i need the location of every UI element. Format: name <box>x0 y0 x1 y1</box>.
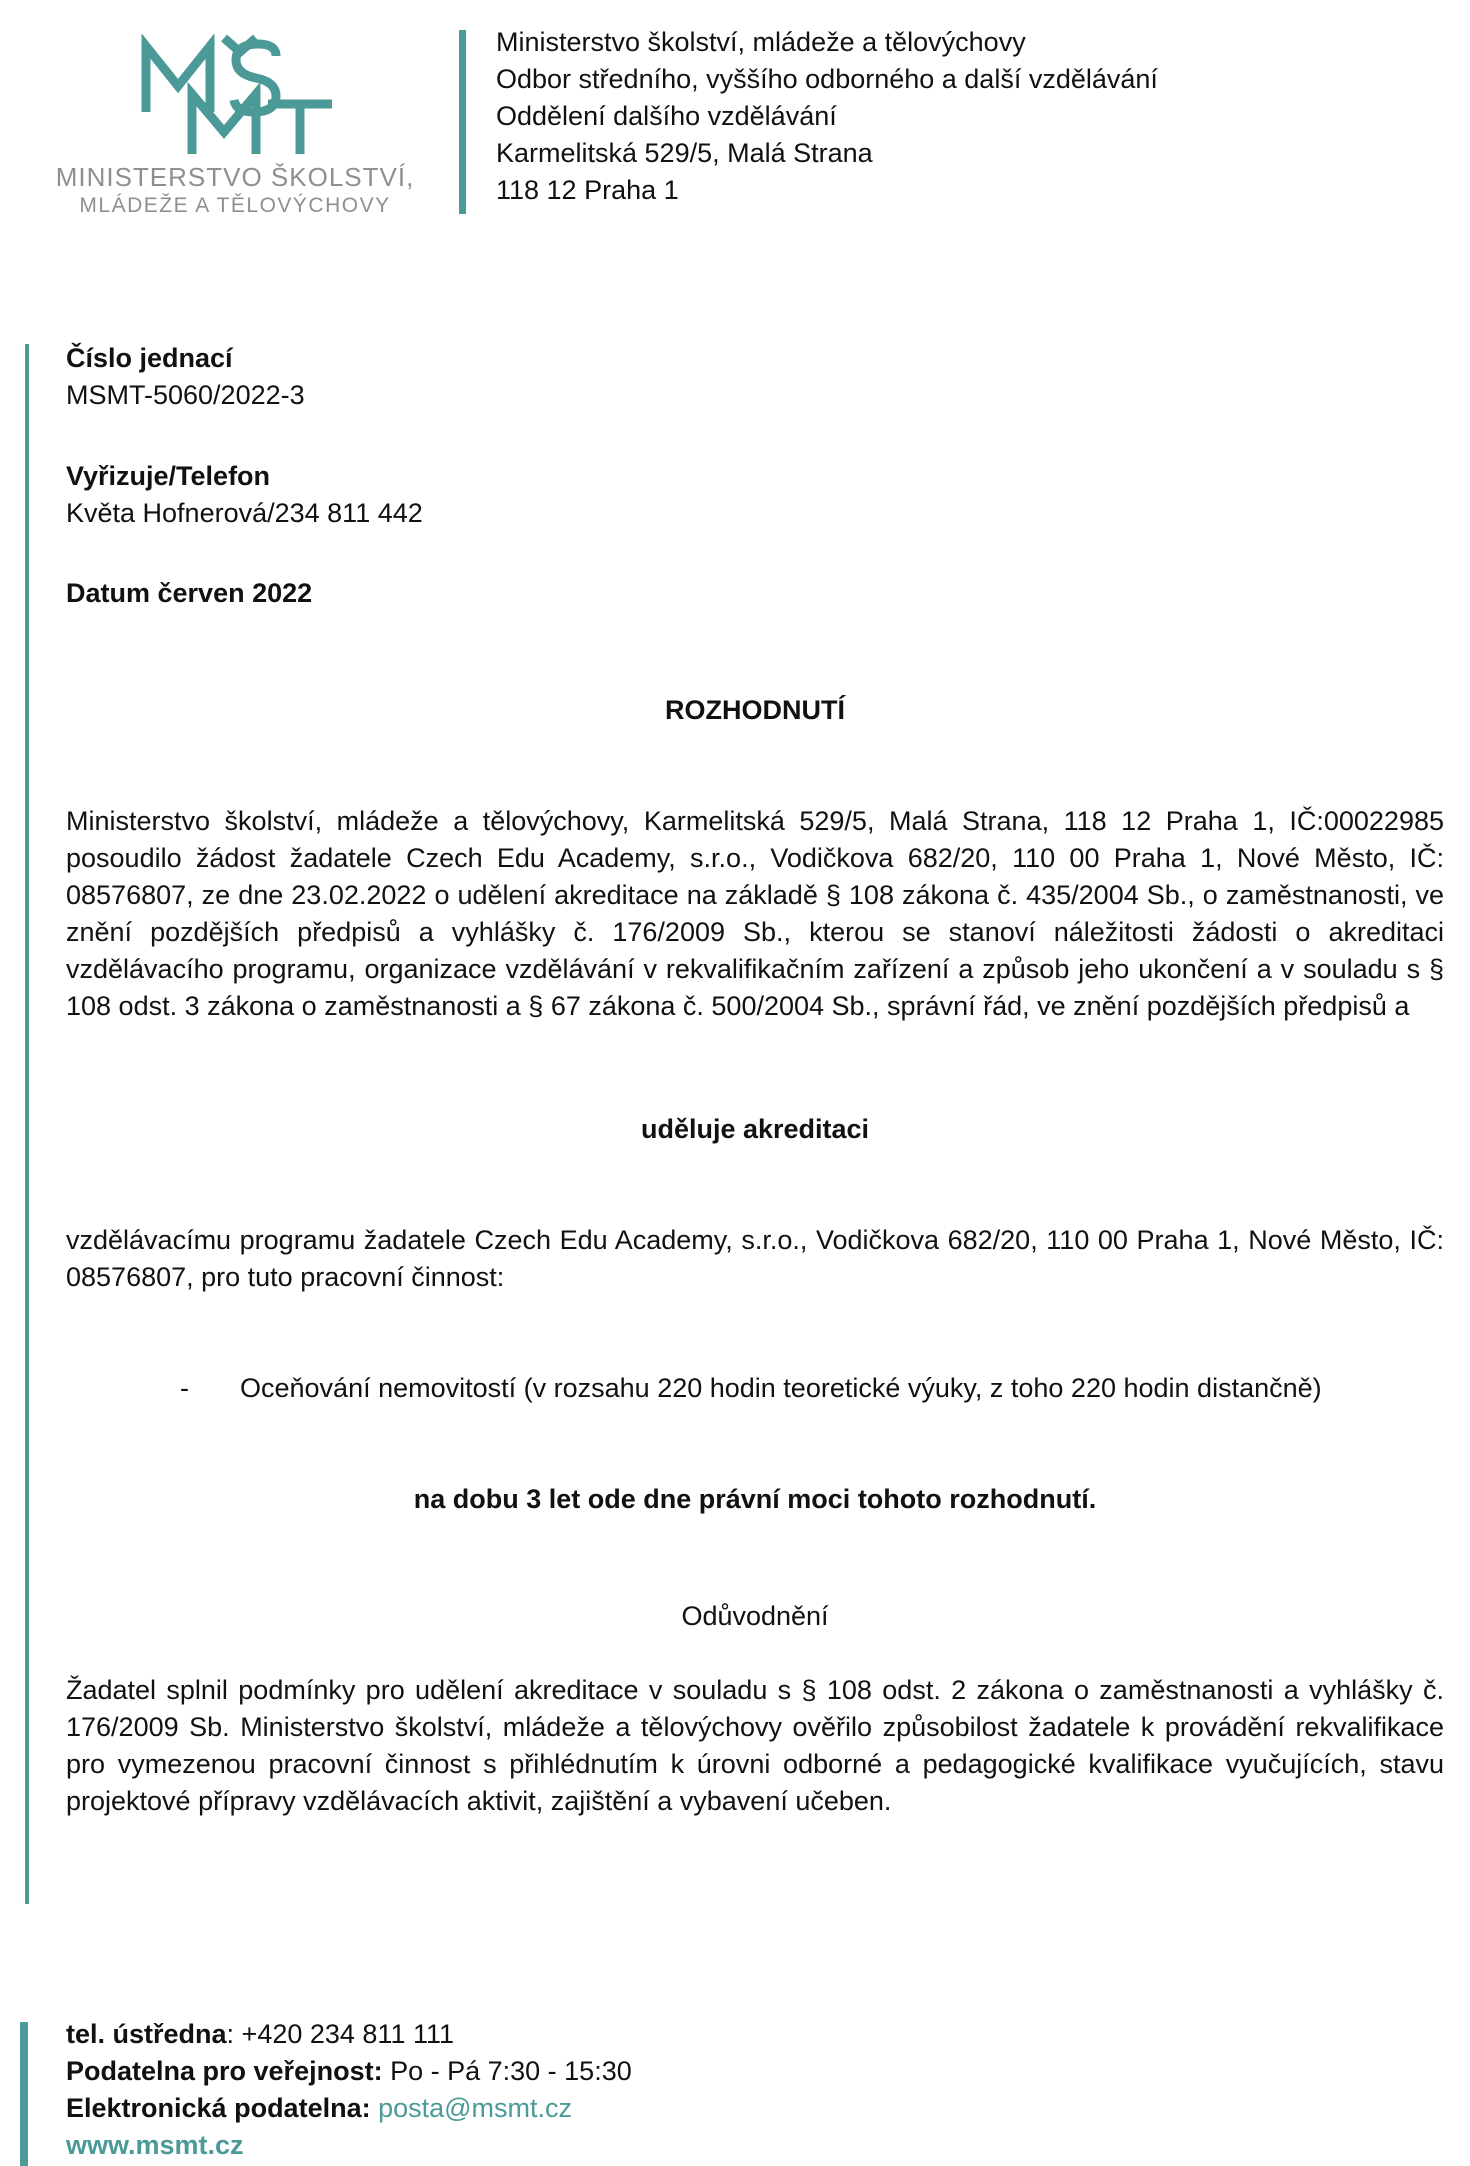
reasoning-paragraph: Žadatel splnil podmínky pro udělení akreditace v souladu s § 108 odst. 2 zákona o zaměstnanosti a vyhlášky č. 176/2009 Sb. Ministerstvo školství, mládeže a tělovýchovy ověřilo způsobilost žadatele k provádění rekvalifikace pro vymezenou pracovní činnost s přihlédnutím k úrovni odborné a pedagogické kvalifikace vyučujících, stavu projektové přípravy vzdělávacích aktivit, zajištění a vybavení učeben. <box>66 1675 1444 1816</box>
contact-value: Květa Hofnerová/234 811 442 <box>66 498 423 528</box>
footer-divider <box>20 2022 28 2166</box>
sender-address <box>496 24 1158 209</box>
website-link[interactable]: www.msmt.cz <box>66 2130 244 2160</box>
reference-number: MSMT-5060/2022-3 <box>66 380 305 410</box>
activity-text: Oceňování nemovitostí (v rozsahu 220 hodin teoretické výuky, z toho 220 hodin distančně) <box>240 1373 1322 1403</box>
contact-block <box>66 458 1444 532</box>
decision-statement: uděluje akreditaci <box>640 1114 870 1144</box>
msmt-monogram-icon <box>136 34 336 160</box>
reference-block <box>66 340 1444 414</box>
sender-department: Odbor středního, vyššího odborného a další vzdělávání <box>496 64 1158 94</box>
footer-phone <box>66 2016 632 2053</box>
header-divider <box>459 30 466 214</box>
logo-text-line2: MLÁDEŽE A TĚLOVÝCHOVY <box>79 194 391 217</box>
sender-section: Oddělení dalšího vzdělávání <box>496 101 837 131</box>
reference-label: Číslo jednací <box>66 343 233 373</box>
program-paragraph: vzdělávacímu programu žadatele Czech Edu Academy, s.r.o., Vodičkova 682/20, 110 00 Praha 1, Nové Město, IČ: 08576807, pro tuto pracovní činnost: <box>66 1225 1444 1292</box>
email-label: Elektronická podatelna: <box>66 2093 371 2123</box>
bullet-dash: - <box>180 1373 189 1403</box>
document-title: ROZHODNUTÍ <box>665 695 845 725</box>
activity-list-item <box>180 1370 1380 1407</box>
document-date: Datum červen 2022 <box>66 578 313 608</box>
left-margin-rule <box>25 344 29 1904</box>
footer-office-hours <box>66 2053 632 2090</box>
decision-preamble: Ministerstvo školství, mládeže a tělovýchovy, Karmelitská 529/5, Malá Strana, 118 12 Praha 1, IČ:00022985 posoudilo žádost žadatele Czech Edu Academy, s.r.o., Vodičkova 682/20, 110 00 Praha 1, Nové Město, IČ: 08576807, ze dne 23.02.2022 o udělení akreditace na základě § 108 zákona č. 435/2004 Sb., o zaměstnanosti, ve znění pozdějších předpisů a vyhlášky č. 176/2009 Sb., kterou se stanoví náležitosti žádosti o akreditaci vzdělávacího programu, organizace vzdělávání v rekvalifikačním zařízení a způsob jeho ukončení a v souladu s § 108 odst. 3 zákona o zaměstnanosti a § 67 zákona č. 500/2004 Sb., správní řád, ve znění pozdějších předpisů a <box>66 806 1444 1021</box>
accreditation-duration: na dobu 3 let ode dne právní moci tohoto rozhodnutí. <box>413 1484 1097 1514</box>
sender-street: Karmelitská 529/5, Malá Strana <box>496 138 873 168</box>
phone-value: : +420 234 811 111 <box>226 2019 455 2049</box>
footer-contacts <box>66 2016 632 2164</box>
sender-ministry: Ministerstvo školství, mládeže a tělovýchovy <box>496 27 1026 57</box>
logo-text-line1: MINISTERSTVO ŠKOLSTVÍ, <box>55 162 415 192</box>
office-value: Po - Pá 7:30 - 15:30 <box>382 2056 632 2086</box>
email-link[interactable]: posta@msmt.cz <box>370 2093 573 2123</box>
office-label: Podatelna pro veřejnost: <box>66 2056 383 2086</box>
contact-label: Vyřizuje/Telefon <box>66 461 271 491</box>
footer-email <box>66 2090 632 2127</box>
ministry-logo <box>40 34 430 224</box>
phone-label: tel. ústředna <box>66 2019 227 2049</box>
sender-city: 118 12 Praha 1 <box>496 175 679 205</box>
reasoning-title: Odůvodnění <box>681 1601 829 1631</box>
